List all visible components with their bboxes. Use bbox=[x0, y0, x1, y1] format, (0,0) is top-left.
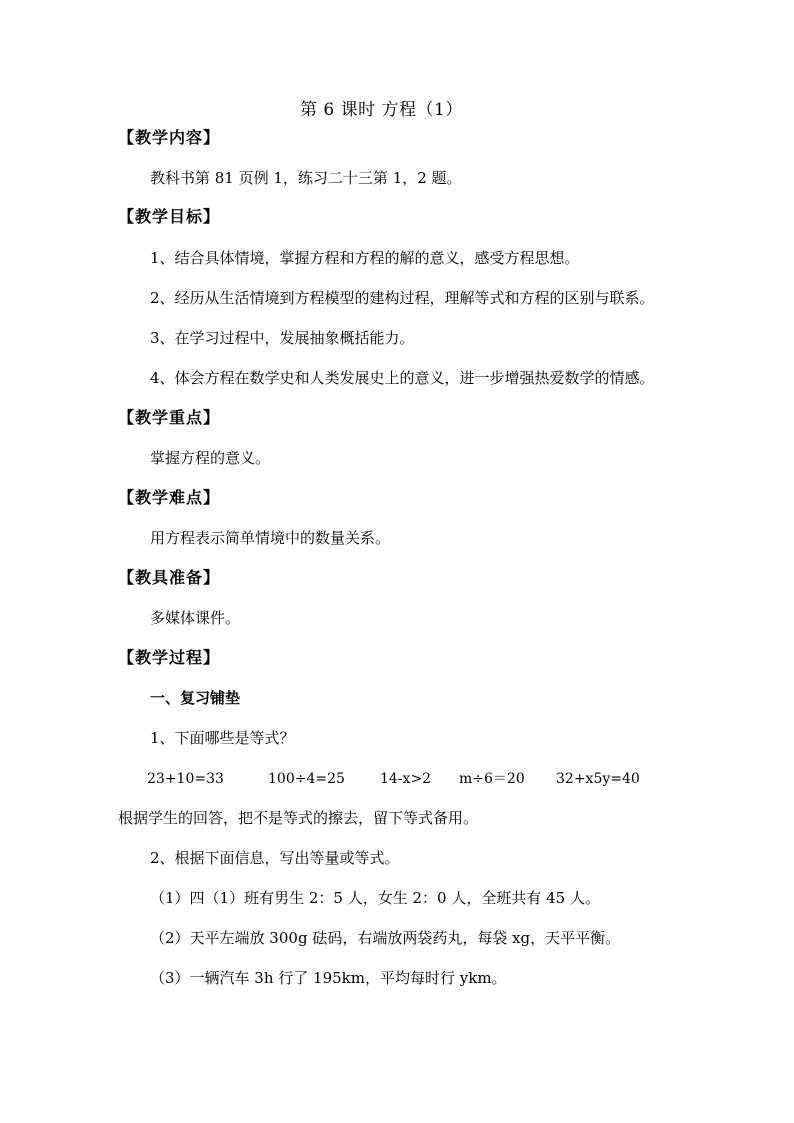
page-title: 第 6 课时 方程（1） bbox=[300, 100, 463, 120]
question-2-item-1: （1）四（1）班有男生 2：5 人，女生 2：0 人，全班共有 45 人。 bbox=[150, 889, 600, 907]
equation-item: 23+10=33 bbox=[147, 771, 224, 787]
goal-item-2: 2、经历从生活情境到方程模型的建构过程，理解等式和方程的区别与联系。 bbox=[150, 289, 655, 307]
equation-item: 32+x5y=40 bbox=[556, 771, 640, 787]
goal-item-3: 3、在学习过程中，发展抽象概括能力。 bbox=[150, 329, 415, 347]
heading-teaching-content: 【教学内容】 bbox=[118, 128, 221, 147]
question-2-item-3: （3）一辆汽车 3h 行了 195km，平均每时行 ykm。 bbox=[150, 969, 507, 987]
heading-key-points: 【教学重点】 bbox=[118, 408, 221, 427]
heading-materials: 【教具准备】 bbox=[118, 568, 221, 587]
equation-item: m÷6＝20 bbox=[459, 771, 525, 787]
process-part1-title: 一、复习铺垫 bbox=[150, 689, 241, 707]
goal-item-4: 4、体会方程在数学史和人类发展史上的意义，进一步增强热爱数学的情感。 bbox=[150, 369, 655, 387]
teaching-content-text: 教科书第 81 页例 1，练习二十三第 1，2 题。 bbox=[150, 169, 462, 187]
process-question-2: 2、根据下面信息，写出等量或等式。 bbox=[150, 849, 400, 867]
key-points-text: 掌握方程的意义。 bbox=[150, 449, 271, 467]
goal-item-1: 1、结合具体情境，掌握方程和方程的解的意义，感受方程思想。 bbox=[150, 249, 580, 267]
difficulties-text: 用方程表示简单情境中的数量关系。 bbox=[150, 529, 391, 547]
question-2-item-2: （2）天平左端放 300g 砝码，右端放两袋药丸，每袋 xg，天平平衡。 bbox=[150, 929, 621, 947]
materials-text: 多媒体课件。 bbox=[150, 609, 241, 627]
heading-difficulties: 【教学难点】 bbox=[118, 488, 221, 507]
heading-teaching-goals: 【教学目标】 bbox=[118, 207, 221, 226]
equation-item: 14-x>2 bbox=[380, 771, 432, 787]
process-question-1: 1、下面哪些是等式？ bbox=[150, 729, 295, 747]
equation-item: 100÷4=25 bbox=[268, 771, 345, 787]
question-1-note: 根据学生的回答，把不是等式的擦去，留下等式备用。 bbox=[118, 809, 479, 827]
heading-process: 【教学过程】 bbox=[118, 648, 221, 667]
